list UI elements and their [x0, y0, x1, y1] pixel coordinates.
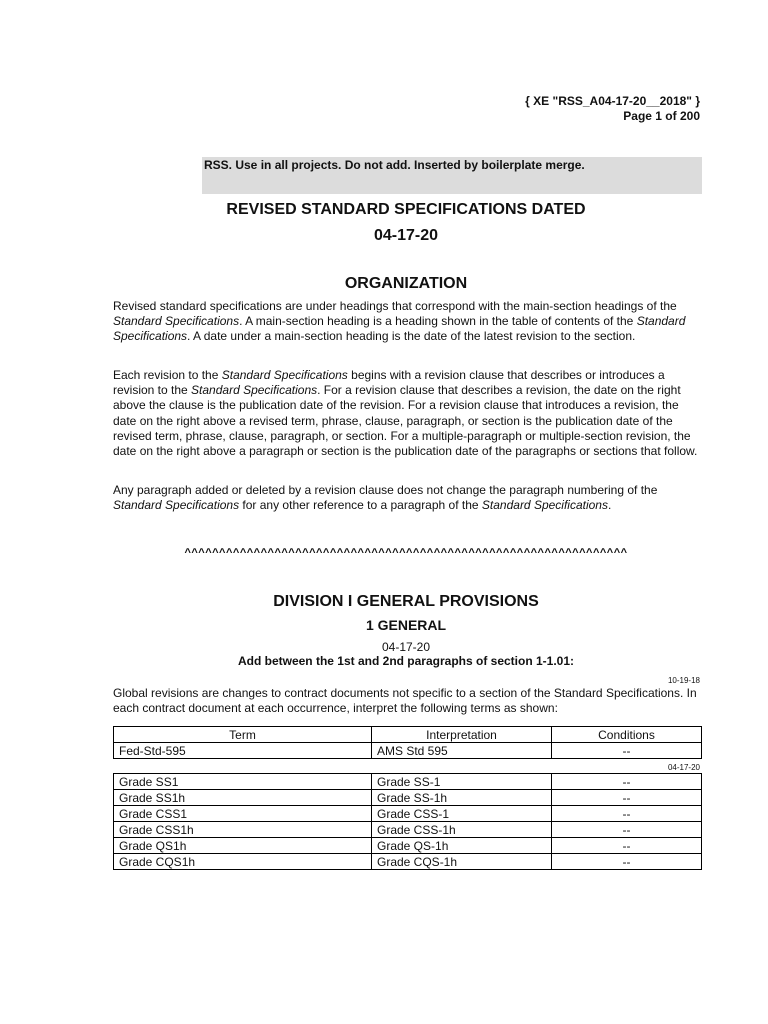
term-cell: Grade QS1h	[114, 838, 372, 854]
table-row	[114, 822, 702, 838]
term-cell: Grade SS1h	[114, 790, 372, 806]
interpretation-cell: Grade CSS-1h	[372, 822, 552, 838]
terms-table-2	[113, 773, 702, 870]
table-row	[114, 774, 702, 790]
conditions-cell: --	[552, 854, 702, 870]
interpretation-cell: Grade QS-1h	[372, 838, 552, 854]
organization-heading: ORGANIZATION	[344, 275, 468, 292]
column-header-term: Term	[114, 727, 372, 743]
interpretation-cell: Grade CSS-1	[372, 806, 552, 822]
organization-paragraph-2: Each revision to the Standard Specifications begins with a revision clause that describes or introduces a revision to the Standard Specifications. For a revision clause that describes a revision, the date on the right above the clause is the publication date of the revision. For a revision clause that introduces a revision, the date on the right above a revised term, phrase, clause, paragraph, or section is the publication date of the revised term, phrase, clause, paragraph, or section. For a multiple-paragraph or multiple-section revision, the date on the right above a paragraph or section is the publication date of the paragraphs or sections that follow.	[113, 368, 698, 459]
term-cell: Grade CSS1h	[114, 822, 372, 838]
conditions-cell: --	[552, 774, 702, 790]
column-header-interpretation: Interpretation	[372, 727, 552, 743]
section-date: 04-17-20	[381, 640, 431, 654]
term-cell: Fed-Std-595	[114, 743, 372, 759]
interpretation-cell: Grade SS-1	[372, 774, 552, 790]
conditions-cell: --	[552, 790, 702, 806]
table-row	[114, 854, 702, 870]
terms-table-1	[113, 726, 702, 759]
revision-date-stamp-2: 04-17-20	[667, 763, 700, 772]
organization-paragraph-3: Any paragraph added or deleted by a revision clause does not change the paragraph numbering of the Standard Specifications for any other reference to a paragraph of the Standard Specifications.	[113, 483, 658, 513]
term-cell: Grade CSS1	[114, 806, 372, 822]
revision-instruction: Add between the 1st and 2nd paragraphs of section 1-1.01:	[237, 654, 575, 668]
organization-paragraph-1: Revised standard specifications are under headings that correspond with the main-section headings of the Standard Specifications. A main-section heading is a heading shown in the table of contents of the Standard Specifications. A date under a main-section heading is the date of the latest revision to the section.	[113, 299, 686, 344]
table-row	[114, 806, 702, 822]
table-row	[114, 743, 702, 759]
page-header	[525, 94, 700, 124]
interpretation-cell: Grade SS-1h	[372, 790, 552, 806]
conditions-cell: --	[552, 743, 702, 759]
boilerplate-note: RSS. Use in all projects. Do not add. Inserted by boilerplate merge.	[202, 157, 702, 194]
conditions-cell: --	[552, 806, 702, 822]
document-title: REVISED STANDARD SPECIFICATIONS DATED	[226, 201, 586, 218]
revision-date-stamp: 10-19-18	[667, 676, 700, 685]
term-cell: Grade CQS1h	[114, 854, 372, 870]
table-row	[114, 790, 702, 806]
table-header-row	[114, 727, 702, 743]
document-date: 04-17-20	[373, 227, 439, 244]
xe-field-code: { XE "RSS_A04-17-20__2018" }	[525, 94, 700, 108]
division-heading: DIVISION I GENERAL PROVISIONS	[273, 593, 539, 610]
page-number: Page 1 of 200	[623, 109, 700, 123]
global-revisions-intro: Global revisions are changes to contract documents not specific to a section of the Standard Specifications. In each contract document at each occurrence, interpret the following terms as shown:	[113, 686, 697, 716]
term-cell: Grade SS1	[114, 774, 372, 790]
conditions-cell: --	[552, 822, 702, 838]
interpretation-cell: AMS Std 595	[372, 743, 552, 759]
interpretation-cell: Grade CQS-1h	[372, 854, 552, 870]
section-separator: ^^^^^^^^^^^^^^^^^^^^^^^^^^^^^^^^^^^^^^^^^^^^^^^^^^^^^^^^^^^^^^^^	[184, 547, 628, 559]
section-heading: 1 GENERAL	[365, 617, 447, 633]
column-header-conditions: Conditions	[552, 727, 702, 743]
table-row	[114, 838, 702, 854]
conditions-cell: --	[552, 838, 702, 854]
